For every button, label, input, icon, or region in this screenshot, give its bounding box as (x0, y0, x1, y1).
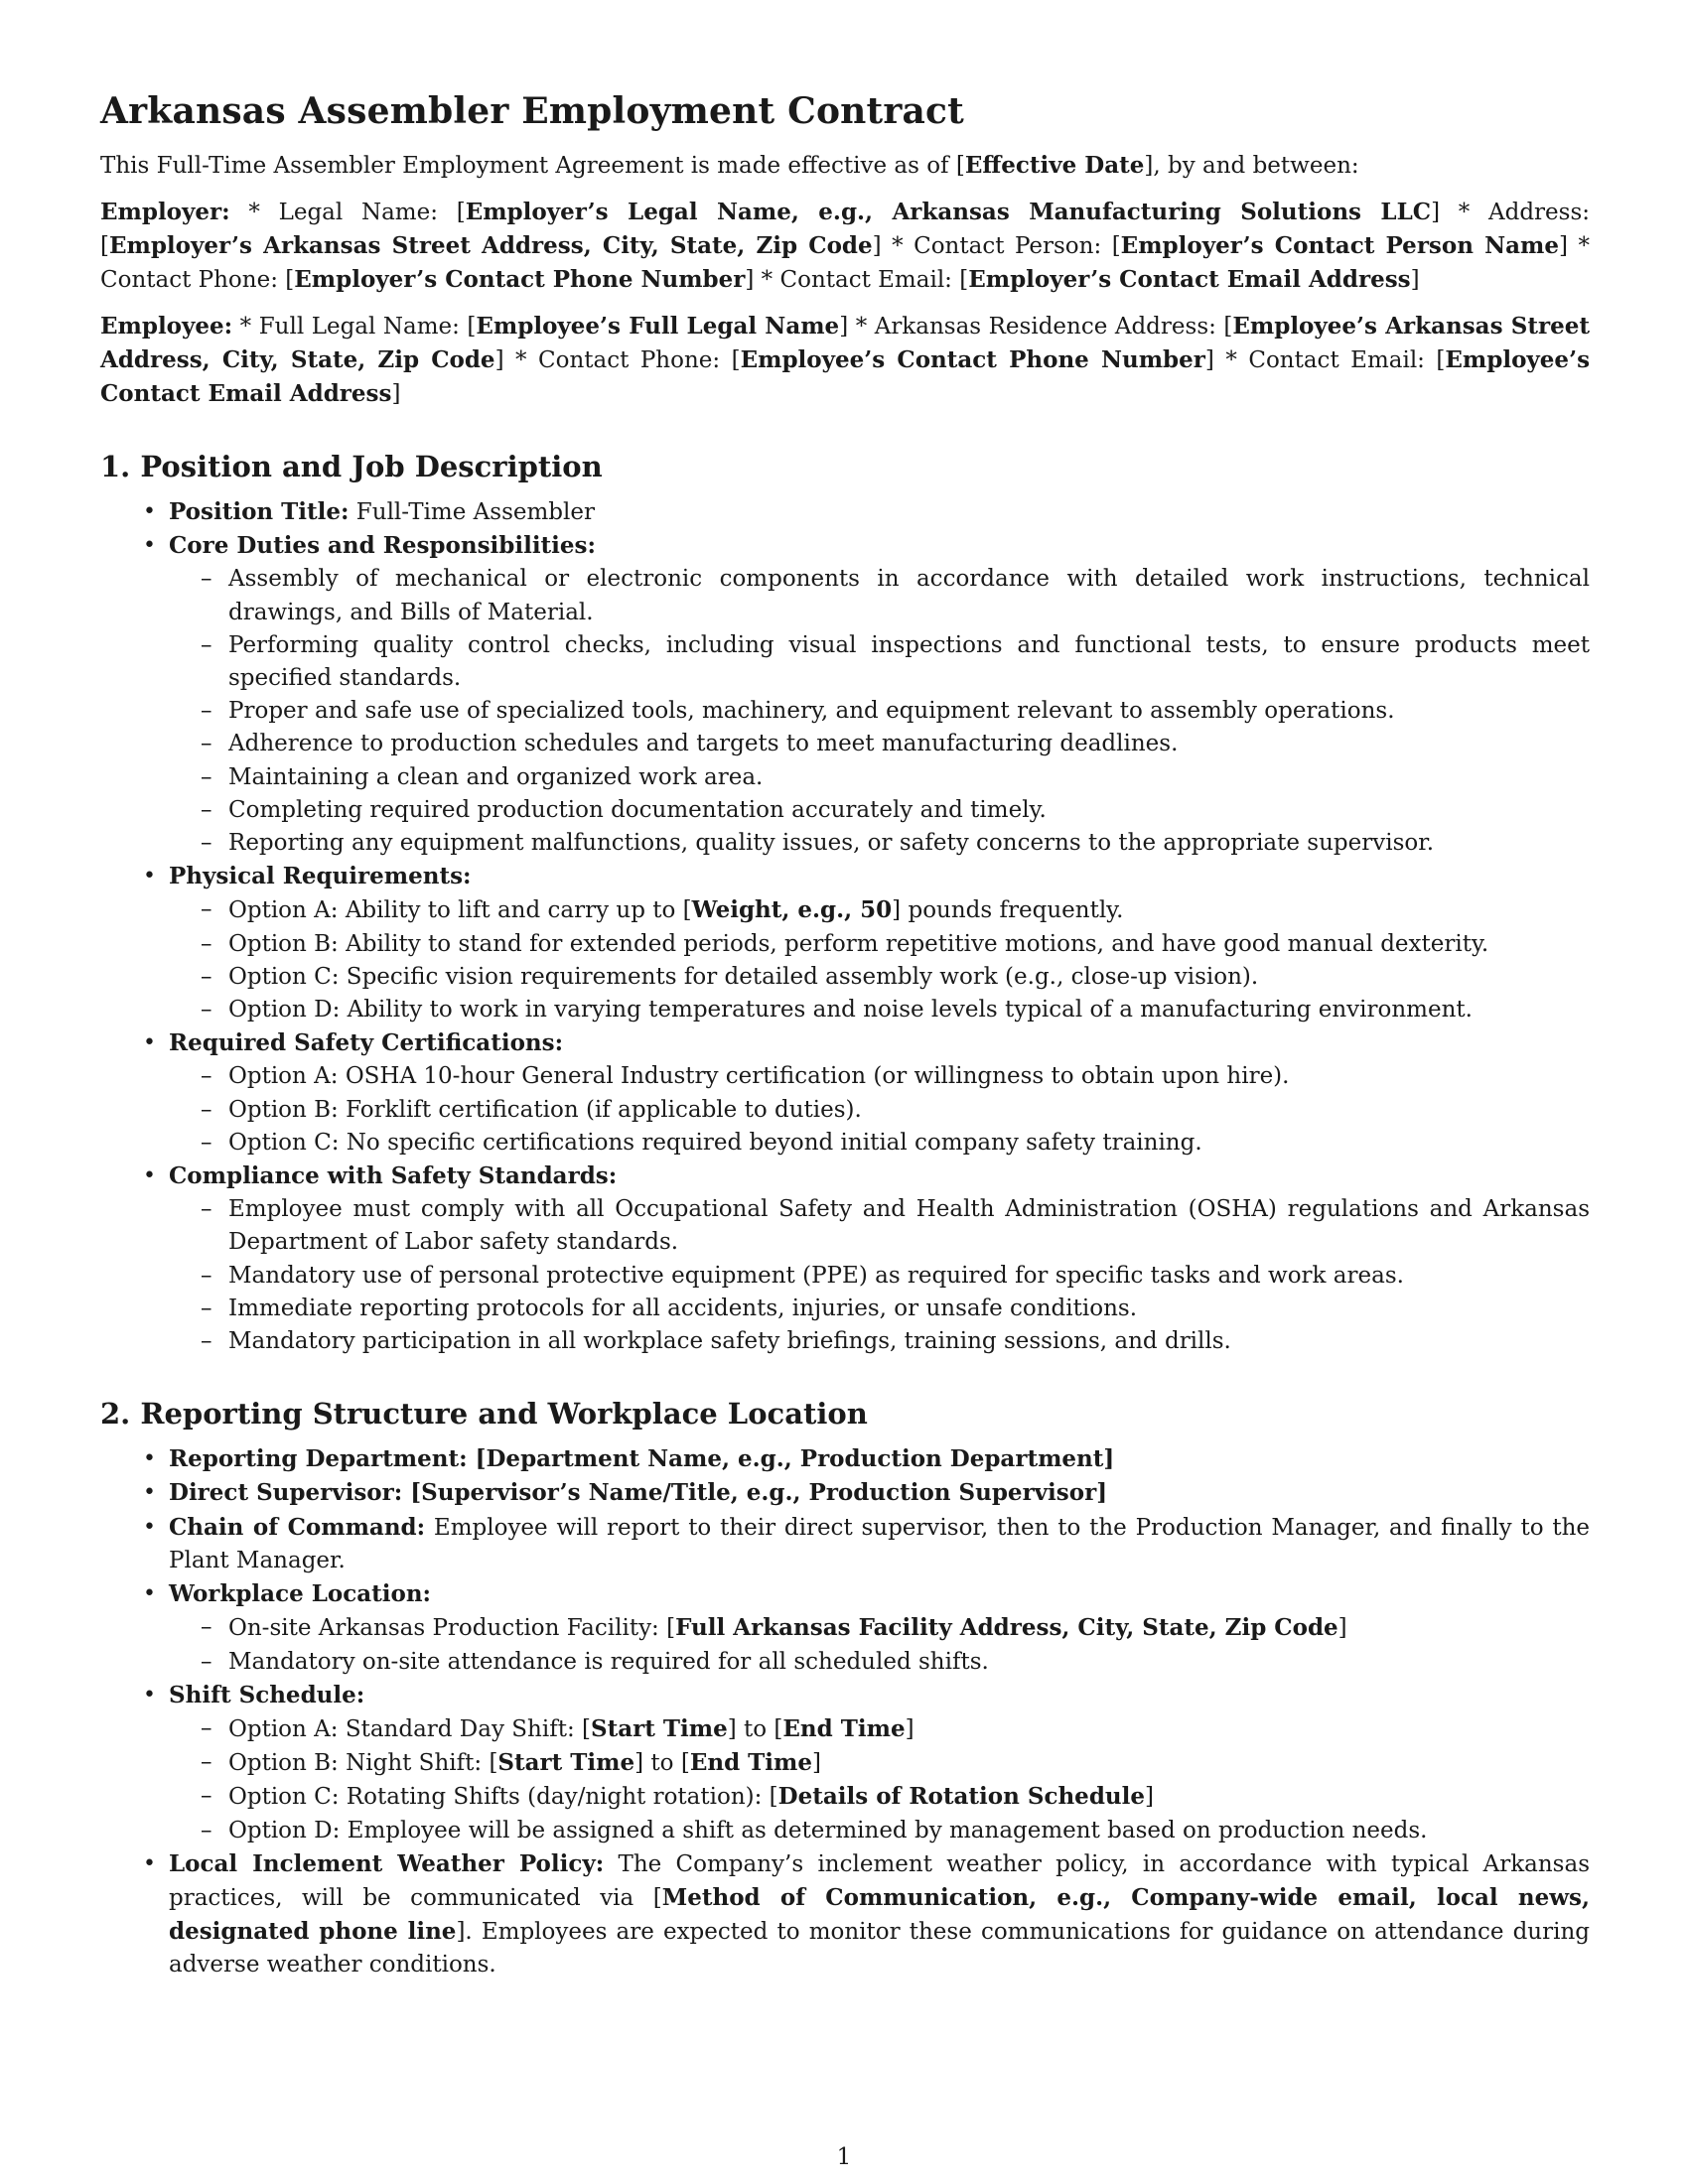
chain-value: Employee will report to their direct supervisor, then to the Production Manager, and finally to the Plant Manager. (169, 1514, 1591, 1573)
list-item: – Employee must comply with all Occupational Safety and Health Administration (OSHA) regulations and Arkansas Department of Labor safety standards. (228, 1193, 1590, 1259)
list-item: – Option C: Rotating Shifts (day/night rotation): [Details of Rotation Schedule] (228, 1780, 1590, 1814)
physical-a-prefix: Option A: Ability to lift and carry up to (228, 897, 683, 924)
employer-address-label: * Address: (1440, 200, 1590, 225)
list-item: – Completing required production documentation accurately and timely. (228, 794, 1590, 827)
list-item: – Option D: Ability to work in varying temperatures and noise levels typical of a manufacturing environment. (228, 994, 1590, 1026)
chain-label: Chain of Command: (169, 1513, 426, 1541)
employee-full-name: Employee’s Full Legal Name (476, 313, 840, 340)
employer-contact-person-label: * Contact Person: (881, 233, 1112, 259)
location-onsite-prefix: On-site Arkansas Production Facility: (228, 1615, 667, 1642)
position-title-label: Position Title: (169, 498, 350, 525)
list-item: – On-site Arkansas Production Facility: [Full Arkansas Facility Address, City, State, Zip Code] (228, 1611, 1590, 1645)
list-item: – Proper and safe use of specialized tools, machinery, and equipment relevant to assembly operations. (228, 695, 1590, 728)
list-item: – Option D: Employee will be assigned a shift as determined by management based on production needs. (228, 1815, 1590, 1847)
location-label: Workplace Location: (169, 1580, 432, 1608)
list-item: – Maintaining a clean and organized work area. (228, 761, 1590, 794)
to-word: to (643, 1750, 681, 1777)
employer-block: Employer: * Legal Name: [Employer’s Legal Name, e.g., Arkansas Manufacturing Solutions LLC] * Address: [Employer’s Arkansas Street Address, City, State, Zip Code] * Contact Person: [Employer’s Contact Person Name] * Contact Phone: [Employer’s Contact Phone Number] * Contact Email: [Employer’s Contact Email Address] (100, 199, 1591, 293)
start-time-placeholder: Start Time (591, 1714, 728, 1742)
section-1-heading: 1. Position and Job Description (100, 450, 603, 483)
list-item (169, 529, 1590, 860)
employer-contact-email-label: * Contact Email: (754, 267, 960, 293)
list-item: – Adherence to production schedules and targets to meet manufacturing deadlines. (228, 728, 1590, 760)
employer-contact-email: Employer’s Contact Email Address (968, 266, 1411, 293)
list-item: • Direct Supervisor: [Supervisor’s Name/Title, e.g., Production Supervisor] (169, 1476, 1590, 1510)
to-word: to (736, 1715, 774, 1742)
communication-method-placeholder: Method of Communication, e.g., Company-wide email, local news, designated phone line (169, 1883, 1590, 1946)
intro-paragraph: This Full-Time Assembler Employment Agreement is made effective as of [Effective Date], by and between: (100, 152, 1359, 179)
intro-suffix: , by and between: (1153, 153, 1359, 179)
weather-suffix: . Employees are expected to monitor these communications for guidance on attendance during adverse weather conditions. (169, 1919, 1590, 1979)
dept-value: Department Name, e.g., Production Department (486, 1445, 1104, 1473)
duties-label: Core Duties and Responsibilities: (169, 532, 596, 560)
list-item: – Mandatory participation in all workplace safety briefings, training sessions, and drills. (228, 1325, 1590, 1358)
employee-full-name-label: * Full Legal Name: (232, 314, 468, 340)
employer-legal-name: Employer’s Legal Name, e.g., Arkansas Manufacturing Solutions LLC (465, 199, 1432, 225)
physical-a-suffix: pounds frequently. (901, 897, 1124, 924)
start-time-placeholder: Start Time (497, 1749, 635, 1777)
compliance-list (169, 1193, 1590, 1358)
list-item: – Immediate reporting protocols for all accidents, injuries, or unsafe conditions. (228, 1293, 1590, 1325)
section-1-list (100, 495, 1590, 1358)
list-item: – Option A: OSHA 10-hour General Industry certification (or willingness to obtain upon hire). (228, 1060, 1590, 1093)
shift-list (169, 1712, 1590, 1847)
list-item (169, 1577, 1590, 1679)
supervisor-value: Supervisor’s Name/Title, e.g., Production Supervisor (421, 1479, 1097, 1507)
weight-placeholder: Weight, e.g., 50 (691, 896, 893, 924)
list-item (169, 495, 1590, 529)
employee-contact-phone: Employee’s Contact Phone Number (740, 346, 1205, 373)
weather-prefix: The Company’s inclement weather policy, in accordance with typical Arkansas practices, will be communicated via (169, 1850, 1590, 1911)
facility-address-placeholder: Full Arkansas Facility Address, City, State, Zip Code (675, 1614, 1338, 1642)
list-item (169, 1160, 1590, 1358)
list-item: – Mandatory use of personal protective equipment (PPE) as required for specific tasks and work areas. (228, 1260, 1590, 1293)
list-item: – Performing quality control checks, including visual inspections and functional tests, to ensure products meet specified standards. (228, 629, 1590, 695)
list-item (169, 860, 1590, 1026)
physical-label: Physical Requirements: (169, 863, 472, 890)
employee-contact-email: Employee’s Contact Email Address (100, 346, 1591, 407)
list-item: – Option B: Ability to stand for extended periods, perform repetitive motions, and have good manual dexterity. (228, 928, 1590, 961)
compliance-label: Compliance with Safety Standards: (169, 1162, 618, 1190)
employee-label: Employee: (100, 313, 233, 340)
employee-block: Employee: * Full Legal Name: [Employee’s Full Legal Name] * Arkansas Residence Address: [Employee’s Arkansas Street Address, City, State, Zip Code] * Contact Phone: [Employee’s Contact Phone Number] * Contact Email: [Employee’s Contact Email Address] (100, 313, 1591, 407)
employer-label: Employer: (100, 199, 230, 225)
list-item: – Option A: Standard Day Shift: [Start Time] to [End Time] (228, 1712, 1590, 1746)
employee-residence: Employee’s Arkansas Street Address, City, State, Zip Code (100, 313, 1590, 373)
shift-label: Shift Schedule: (169, 1681, 365, 1708)
list-item: – Option B: Night Shift: [Start Time] to [End Time] (228, 1746, 1590, 1780)
list-item (169, 1679, 1590, 1847)
location-list (169, 1611, 1590, 1678)
employee-contact-phone-label: * Contact Phone: (503, 347, 732, 373)
list-item: – Reporting any equipment malfunctions, quality issues, or safety concerns to the appropriate supervisor. (228, 827, 1590, 860)
employer-address: Employer’s Arkansas Street Address, City, State, Zip Code (108, 232, 873, 259)
dept-label: Reporting Department: (169, 1445, 476, 1473)
section-2-heading: 2. Reporting Structure and Workplace Location (100, 1397, 868, 1432)
list-item: – Option C: Specific vision requirements for detailed assembly work (e.g., close-up vision). (228, 961, 1590, 994)
page-number: 1 (836, 2144, 852, 2170)
list-item: • Reporting Department: [Department Name, e.g., Production Department] (169, 1442, 1590, 1476)
list-item: – Mandatory on-site attendance is required for all scheduled shifts. (228, 1646, 1590, 1679)
list-item: – Assembly of mechanical or electronic components in accordance with detailed work instructions, technical drawings, and Bills of Material. (228, 563, 1590, 628)
position-title-value: Full-Time Assembler (349, 499, 595, 525)
list-item: – Option B: Forklift certification (if applicable to duties). (228, 1094, 1590, 1127)
employer-legal-name-label: * Legal Name: (229, 200, 457, 225)
certs-list (169, 1060, 1590, 1160)
duties-list (169, 563, 1590, 860)
section-2-list (100, 1442, 1590, 1981)
employer-contact-phone: Employer’s Contact Phone Number (294, 266, 746, 293)
list-item (169, 1026, 1590, 1160)
employer-contact-person: Employer’s Contact Person Name (1120, 232, 1560, 259)
list-item: • Local Inclement Weather Policy: The Company’s inclement weather policy, in accordance with typical Arkansas practices, will be communicated via [Method of Communication, e.g., Company-wide email, local news, designated phone line]. Employees are expected to monitor these communications for guidance on attendance during adverse weather conditions. (169, 1847, 1590, 1982)
list-item (169, 1511, 1590, 1577)
effective-date-placeholder: Effective Date (964, 152, 1145, 179)
page-title: Arkansas Assembler Employment Contract (100, 90, 965, 132)
employee-contact-email-label: * Contact Email: (1213, 347, 1437, 373)
end-time-placeholder: End Time (689, 1749, 812, 1777)
employee-residence-label: * Arkansas Residence Address: (848, 314, 1224, 340)
employer-contact-phone-label: * Contact Phone: (100, 233, 1591, 293)
shift-b-prefix: Option B: Night Shift: (228, 1750, 490, 1777)
list-item: – Option A: Ability to lift and carry up to [Weight, e.g., 50] pounds frequently. (228, 893, 1590, 927)
physical-list (169, 893, 1590, 1026)
end-time-placeholder: End Time (782, 1714, 906, 1742)
weather-label: Local Inclement Weather Policy: (169, 1849, 605, 1877)
intro-prefix: This Full-Time Assembler Employment Agreement is made effective as of (100, 153, 956, 179)
list-item: – Option C: No specific certifications required beyond initial company safety training. (228, 1127, 1590, 1160)
rotation-schedule-placeholder: Details of Rotation Schedule (777, 1783, 1145, 1811)
supervisor-label: Direct Supervisor: (169, 1479, 411, 1507)
shift-c-prefix: Option C: Rotating Shifts (day/night rotation): (228, 1784, 770, 1811)
shift-a-prefix: Option A: Standard Day Shift: (228, 1715, 583, 1742)
certs-label: Required Safety Certifications: (169, 1029, 564, 1057)
